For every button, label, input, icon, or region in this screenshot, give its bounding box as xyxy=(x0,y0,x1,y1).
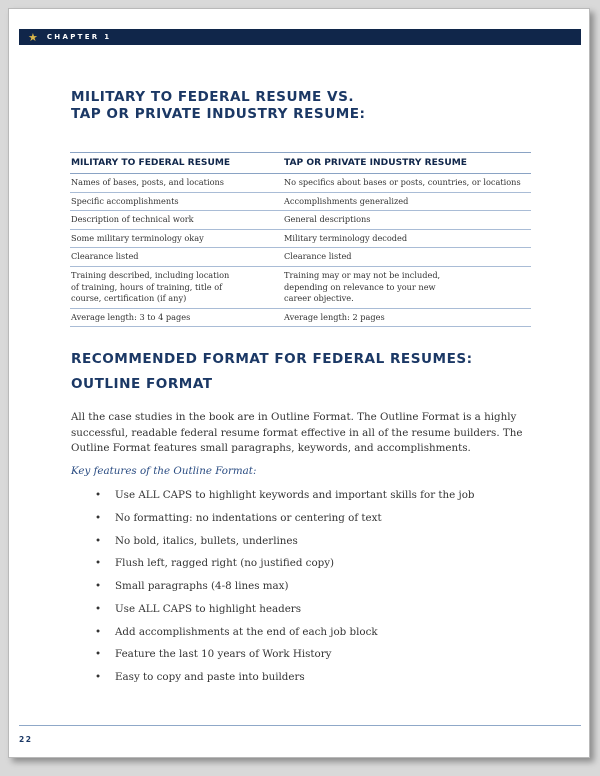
column-header-private: TAP OR PRIVATE INDUSTRY RESUME xyxy=(283,153,531,174)
list-item xyxy=(95,670,475,693)
intro-line: All the case studies in the book are in Outline Format. The Outline Format is a highly xyxy=(71,411,517,423)
table-cell-private xyxy=(283,229,531,248)
bullet-icon: • xyxy=(95,625,102,638)
format-heading-line1: RECOMMENDED FORMAT FOR FEDERAL RESUMES: xyxy=(71,351,473,367)
comparison-table xyxy=(70,152,531,327)
list-item-text: No bold, italics, bullets, underlines xyxy=(115,534,298,547)
table-header-row xyxy=(70,153,531,174)
list-item-text: Easy to copy and paste into builders xyxy=(115,671,305,683)
list-item xyxy=(95,534,475,557)
table-cell-private xyxy=(283,192,531,211)
table-row xyxy=(70,266,531,308)
page-number: 22 xyxy=(19,735,33,744)
feature-list xyxy=(95,488,475,693)
table-row xyxy=(70,211,531,230)
comparison-heading xyxy=(71,89,365,123)
bullet-icon: • xyxy=(95,671,102,683)
table-cell-military xyxy=(70,174,283,193)
list-item-text: Small paragraphs (4-8 lines max) xyxy=(115,580,289,592)
table-row xyxy=(70,248,531,267)
column-header-military: MILITARY TO FEDERAL RESUME xyxy=(70,153,283,174)
bullet-icon: • xyxy=(95,511,102,524)
list-item xyxy=(95,556,475,579)
cell-line: of training, hours of training, title of xyxy=(71,281,223,292)
table-cell-private xyxy=(283,266,531,308)
table-cell-private xyxy=(283,308,531,327)
table-row xyxy=(70,192,531,211)
cell-line: career objective. xyxy=(284,293,354,304)
table-cell-military xyxy=(70,192,283,211)
bullet-icon: • xyxy=(95,648,102,661)
cell-line: General descriptions xyxy=(284,214,371,225)
cell-line: Military terminology decoded xyxy=(284,232,408,243)
chapter-label: CHAPTER 1 xyxy=(46,33,112,41)
table-cell-military xyxy=(70,211,283,230)
cell-line: Specific accomplishments xyxy=(71,195,179,206)
intro-line: Outline Format features small paragraphs, keywords, and accomplishments. xyxy=(71,442,471,454)
list-item-text: Flush left, ragged right (no justified copy) xyxy=(115,557,335,570)
list-item xyxy=(95,579,475,602)
key-features-label: Key features of the Outline Format: xyxy=(71,465,257,477)
table-cell-military xyxy=(70,266,283,308)
cell-line: Average length: 3 to 4 pages xyxy=(71,311,191,322)
format-heading xyxy=(71,347,473,397)
cell-line: No specifics about bases or posts, countries, or locations xyxy=(284,177,521,187)
comparison-heading-line2: TAP OR PRIVATE INDUSTRY RESUME: xyxy=(71,106,366,122)
bullet-icon: • xyxy=(95,534,102,547)
cell-line: Training may or may not be included, xyxy=(284,269,441,280)
chapter-header-bar xyxy=(19,29,581,45)
table-row xyxy=(70,308,531,327)
table-row xyxy=(70,229,531,248)
bullet-icon: • xyxy=(95,557,102,570)
bullet-icon: • xyxy=(95,580,102,592)
cell-line: Clearance listed xyxy=(284,251,352,262)
table-cell-military xyxy=(70,248,283,267)
cell-line: Description of technical work xyxy=(71,214,194,225)
format-heading-line2: OUTLINE FORMAT xyxy=(71,376,213,392)
list-item-text: Add accomplishments at the end of each job block xyxy=(115,625,378,638)
intro-paragraph xyxy=(71,410,537,457)
bullet-icon: • xyxy=(95,489,102,501)
comparison-heading-line1: MILITARY TO FEDERAL RESUME VS. xyxy=(71,89,355,105)
footer-rule xyxy=(19,725,581,726)
list-item-text: Feature the last 10 years of Work History xyxy=(115,648,332,661)
bullet-icon: • xyxy=(95,602,102,615)
cell-line: Training described, including location xyxy=(71,269,230,280)
list-item xyxy=(95,647,475,670)
star-icon: ★ xyxy=(28,30,38,44)
table-cell-private xyxy=(283,211,531,230)
cell-line: Names of bases, posts, and locations xyxy=(71,177,224,187)
cell-line: depending on relevance to your new xyxy=(284,281,436,292)
table-cell-private xyxy=(283,174,531,193)
cell-line: Average length: 2 pages xyxy=(284,311,385,322)
table-cell-private xyxy=(283,248,531,267)
cell-line: course, certification (if any) xyxy=(71,293,187,304)
table-cell-military xyxy=(70,308,283,327)
list-item-text: Use ALL CAPS to highlight keywords and important skills for the job xyxy=(115,489,475,501)
cell-line: Some military terminology okay xyxy=(71,232,204,243)
table-cell-military xyxy=(70,229,283,248)
list-item xyxy=(95,488,475,511)
cell-line: Accomplishments generalized xyxy=(284,195,409,206)
table-row xyxy=(70,174,531,193)
list-item xyxy=(95,625,475,648)
list-item-text: Use ALL CAPS to highlight headers xyxy=(115,602,302,615)
comparison-table-body xyxy=(70,174,531,327)
document-page xyxy=(8,8,590,758)
list-item-text: No formatting: no indentations or centering of text xyxy=(115,511,382,524)
list-item xyxy=(95,602,475,625)
list-item xyxy=(95,511,475,534)
intro-line: successful, readable federal resume format effective in all of the resume builders. The xyxy=(71,426,523,439)
cell-line: Clearance listed xyxy=(71,251,139,262)
